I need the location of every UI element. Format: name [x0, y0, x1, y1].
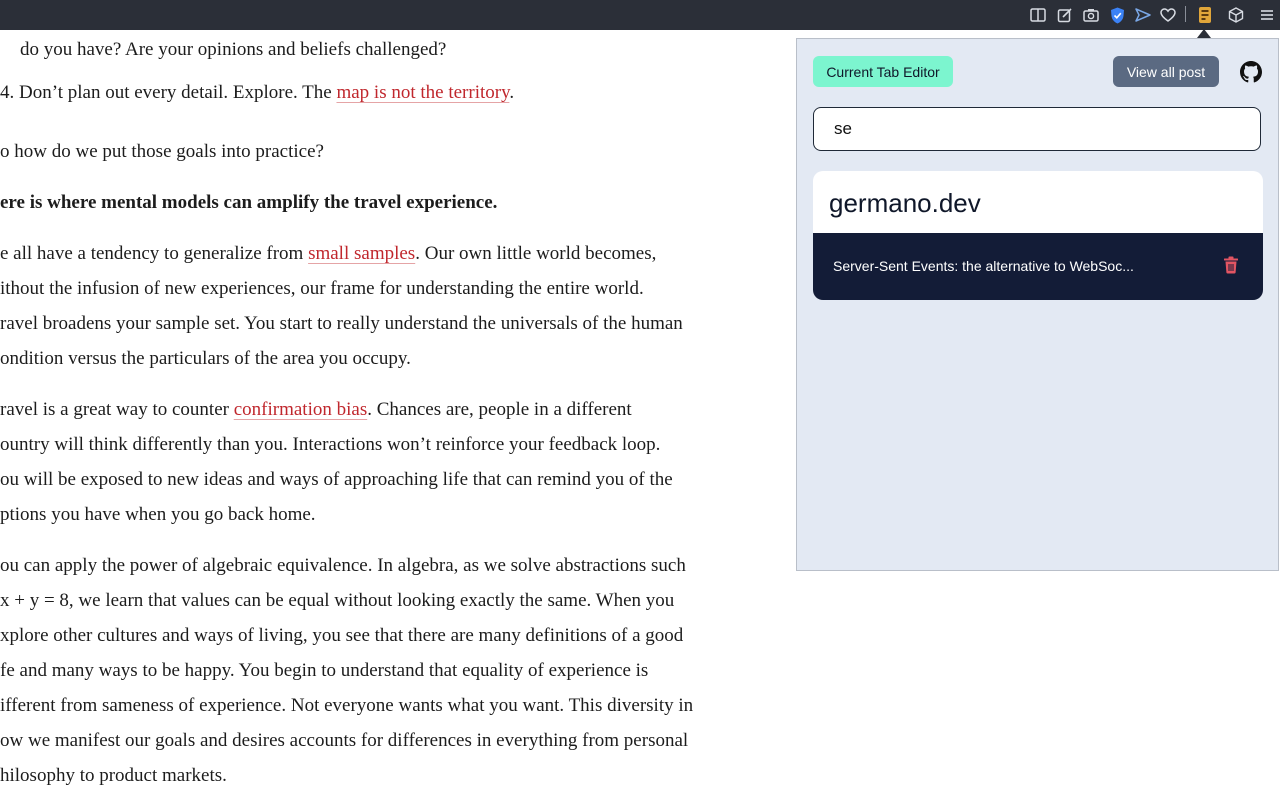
- send-icon[interactable]: [1132, 4, 1154, 26]
- article-link[interactable]: small samples: [308, 243, 416, 264]
- site-title: germano.dev: [829, 188, 981, 218]
- article-text: . Chances are, people in a different: [367, 399, 632, 420]
- article-text: . Our own little world becomes,: [415, 243, 657, 264]
- article-text: .: [509, 82, 515, 103]
- article-text: ou can apply the power of algebraic equivalence. In algebra, as we solve abstractions such: [0, 555, 686, 576]
- article-text: ow we manifest our goals and desires accounts for differences in everything from personal: [0, 730, 689, 751]
- article-link[interactable]: map is not the territory: [336, 82, 510, 103]
- edit-icon[interactable]: [1054, 4, 1076, 26]
- trash-icon[interactable]: [1223, 256, 1239, 274]
- article-body: [0, 30, 790, 800]
- reader-view-icon[interactable]: [1027, 4, 1049, 26]
- article-text: o how do we put those goals into practice?: [0, 141, 324, 162]
- article-text: 4. Don’t plan out every detail. Explore. The: [0, 82, 337, 103]
- article-text: ravel is a great way to counter: [0, 399, 234, 420]
- article-text: do you have? Are your opinions and beliefs challenged?: [20, 39, 447, 60]
- cube-extension-icon[interactable]: [1225, 4, 1247, 26]
- heart-icon[interactable]: [1157, 4, 1179, 26]
- extension-popup: [796, 38, 1279, 571]
- article-line: [0, 660, 648, 682]
- screenshot-icon[interactable]: [1080, 4, 1102, 26]
- article-line: [0, 348, 411, 370]
- article-text: e all have a tendency to generalize from: [0, 243, 309, 264]
- article-text: xplore other cultures and ways of living, you see that there are many definitions of a good: [0, 625, 684, 646]
- current-tab-editor-button[interactable]: Current Tab Editor: [813, 56, 953, 87]
- menu-icon[interactable]: [1256, 4, 1278, 26]
- article-line: [0, 278, 644, 300]
- tab-editor-extension-icon[interactable]: [1194, 4, 1216, 26]
- view-all-post-button[interactable]: View all post: [1113, 56, 1219, 87]
- article-line: [0, 469, 673, 491]
- shield-extension-icon[interactable]: [1106, 4, 1128, 26]
- github-icon[interactable]: [1240, 61, 1262, 83]
- article-text: ou will be exposed to new ideas and ways of approaching life that can remind you of the: [0, 469, 673, 490]
- browser-toolbar: [0, 0, 1280, 30]
- article-line: [0, 555, 686, 577]
- article-line: [0, 192, 497, 214]
- article-line: [0, 625, 683, 647]
- article-line: [0, 313, 683, 335]
- site-card: [813, 171, 1263, 300]
- article-text: x + y = 8, we learn that values can be equal without looking exactly the same. When you: [0, 590, 675, 611]
- article-line: [0, 730, 688, 752]
- article-text: ountry will think differently than you. Interactions won’t reinforce your feedback loop.: [0, 434, 661, 455]
- article-line: [0, 695, 693, 717]
- article-text: ithout the infusion of new experiences, our frame for understanding the entire world.: [0, 278, 644, 299]
- article-line: [0, 141, 324, 163]
- article-line: [0, 504, 316, 526]
- article-text: fe and many ways to be happy. You begin to understand that equality of experience is: [0, 660, 649, 681]
- article-line: [0, 399, 632, 421]
- article-line: [0, 590, 674, 612]
- article-text: ere is where mental models can amplify the travel experience.: [0, 192, 498, 213]
- article-line: [0, 434, 660, 456]
- article-line: [0, 765, 227, 787]
- article-text: ptions you have when you go back home.: [0, 504, 316, 525]
- search-input[interactable]: [813, 107, 1261, 151]
- article-text: ravel broadens your sample set. You start to really understand the universals of the human: [0, 313, 683, 334]
- article-line: [0, 82, 514, 104]
- article-line: [20, 39, 446, 61]
- article-text: ondition versus the particulars of the area you occupy.: [0, 348, 411, 369]
- article-text: hilosophy to product markets.: [0, 765, 227, 786]
- post-row[interactable]: [813, 233, 1263, 300]
- article-text: ifferent from sameness of experience. Not everyone wants what you want. This diversity in: [0, 695, 694, 716]
- toolbar-separator: [1185, 6, 1186, 22]
- post-title[interactable]: Server-Sent Events: the alternative to WebSoc...: [833, 258, 1134, 274]
- popup-arrow: [1197, 29, 1211, 38]
- article-link[interactable]: confirmation bias: [233, 399, 368, 420]
- article-line: [0, 243, 656, 265]
